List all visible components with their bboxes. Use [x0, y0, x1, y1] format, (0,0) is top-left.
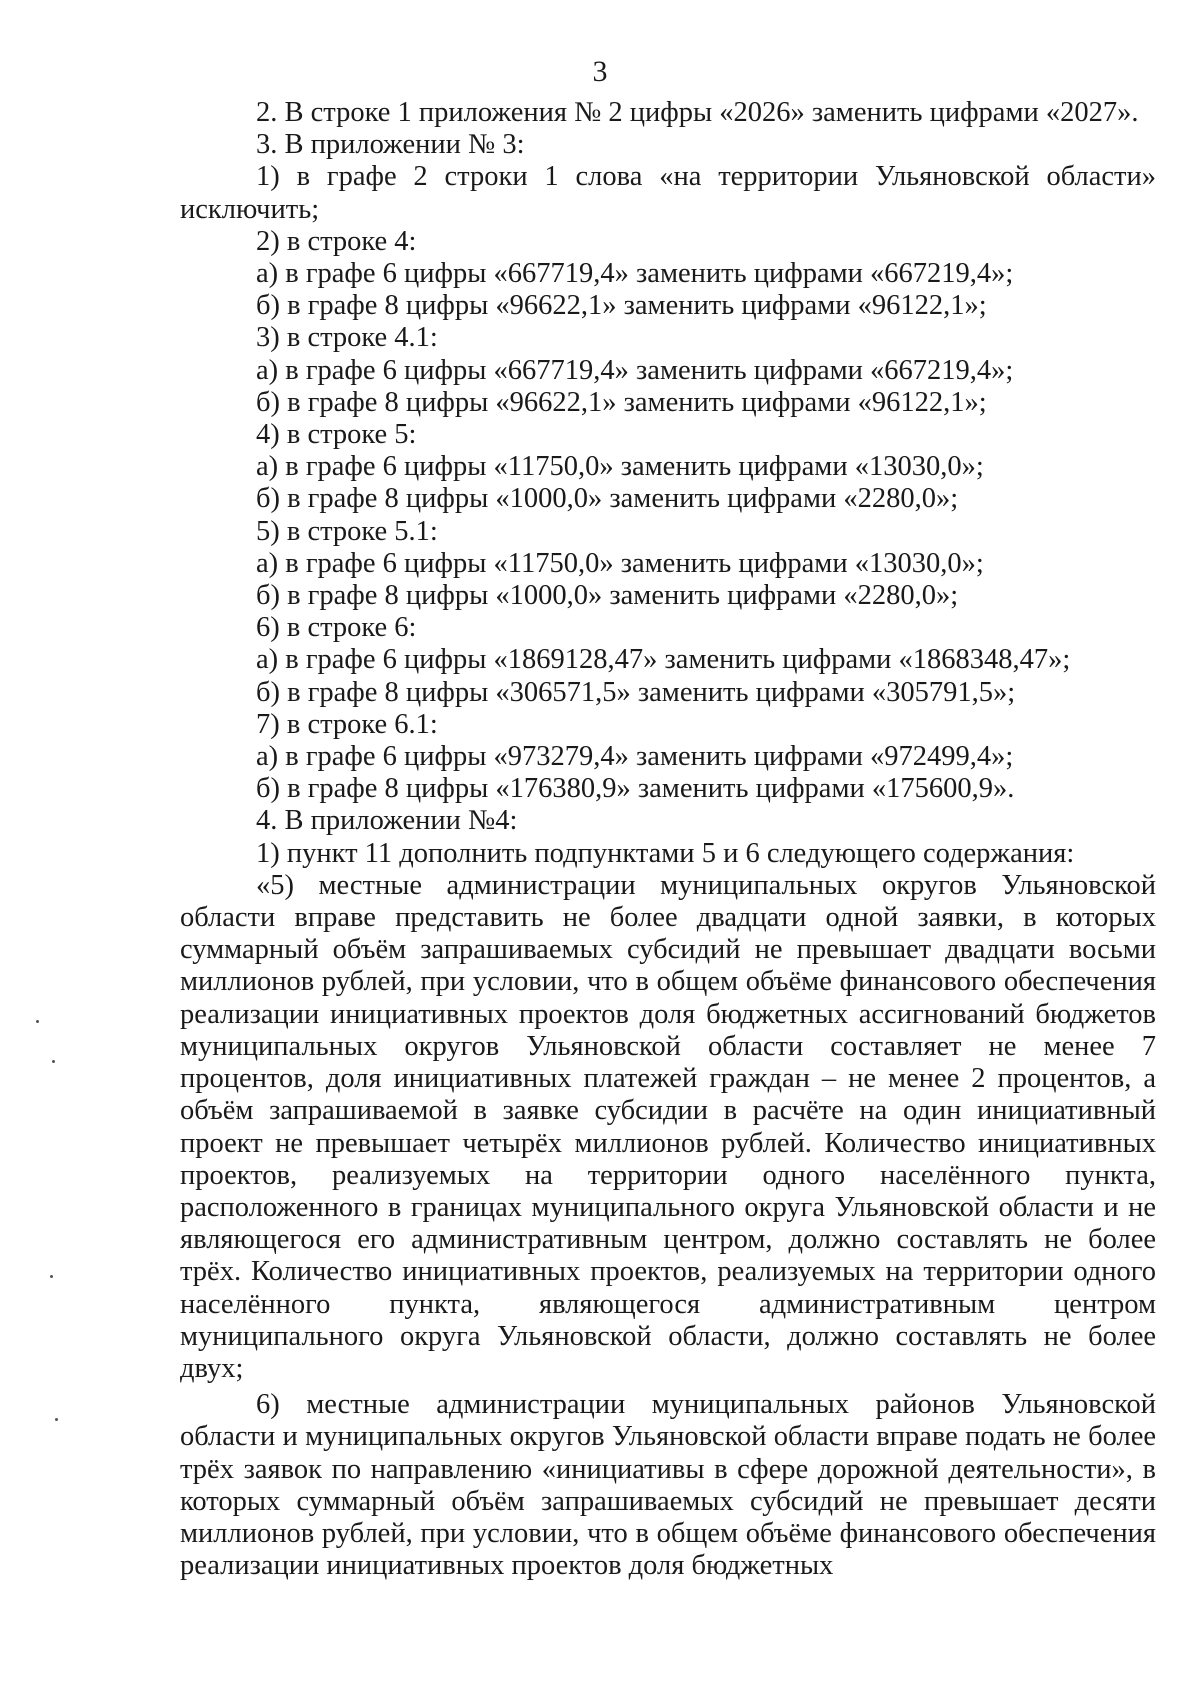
subitem-3-5: 5) в строке 5.1:	[256, 515, 438, 547]
subitem-3-1: 1) в графе 2 строки 1 слова «на территории Ульяновской области» исключить;	[180, 161, 1156, 225]
paragraph-item-3: 3. В приложении № 3:	[256, 129, 525, 161]
subitem-3-5-b: б) в графе 8 цифры «1000,0» заменить цифрами «2280,0»;	[256, 580, 959, 612]
page-number: 3	[592, 55, 608, 88]
scan-speck	[36, 1020, 39, 1023]
subitem-3-4-a: а) в графе 6 цифры «11750,0» заменить цифрами «13030,0»;	[256, 451, 984, 483]
subitem-3-5-a: а) в графе 6 цифры «11750,0» заменить цифрами «13030,0»;	[256, 547, 984, 579]
subpoint-6-text: 6) местные администрации муниципальных районов Ульяновской области и муниципальных округов Ульяновской области вправе подать не более трёх заявок по направлению «инициативы в сфере дорожной деятельности», в которых суммарный объём запрашиваемых субсидий не превышает десяти миллионов рублей, при условии, что в общем объёме финансового обеспечения реализации инициативных проектов доля бюджетных	[180, 1389, 1156, 1582]
subitem-4-1: 1) пункт 11 дополнить подпунктами 5 и 6 следующего содержания:	[256, 837, 1075, 869]
subitem-3-4: 4) в строке 5:	[256, 419, 417, 451]
subitem-3-3-b: б) в графе 8 цифры «96622,1» заменить цифрами «96122,1»;	[256, 386, 987, 418]
subitem-3-2: 2) в строке 4:	[256, 225, 417, 257]
subitem-3-4-b: б) в графе 8 цифры «1000,0» заменить цифрами «2280,0»;	[256, 483, 959, 515]
paragraph-item-4: 4. В приложении №4:	[256, 805, 518, 837]
scan-speck	[50, 1275, 53, 1278]
subitem-3-7: 7) в строке 6.1:	[256, 708, 438, 740]
subitem-3-6: 6) в строке 6:	[256, 612, 417, 644]
subitem-3-6-b: б) в графе 8 цифры «306571,5» заменить цифрами «305791,5»;	[256, 676, 1016, 708]
subpoint-5-text: «5) местные администрации муниципальных округов Ульяновской области вправе представить не более двадцати одной заявки, в которых суммарный объём запрашиваемых субсидий не превышает двадцати восьми миллионов рублей, при условии, что в общем объёме финансового обеспечения реализации инициативных проектов доля бюджетных ассигнований бюджетов муниципальных округов Ульяновской области составляет не менее 7 процентов, доля инициативных платежей граждан – не менее 2 процентов, а объём запрашиваемой в заявке субсидии в расчёте на один инициативный проект не превышает четырёх миллионов рублей. Количество инициативных проектов, реализуемых на территории одного населённого пункта, расположенного в границах муниципального округа Ульяновской области и не являющегося его административным центром, должно составлять не более трёх. Количество инициативных проектов, реализуемых на территории одного населённого пункта, являющегося административным центром муниципального округа Ульяновской области, должно составлять не более двух;	[180, 869, 1156, 1384]
subitem-3-7-b: б) в графе 8 цифры «176380,9» заменить цифрами «175600,9».	[256, 773, 1015, 805]
subitem-3-7-a: а) в графе 6 цифры «973279,4» заменить цифрами «972499,4»;	[256, 741, 1014, 773]
document-body	[180, 97, 1156, 1582]
subitem-3-2-b: б) в графе 8 цифры «96622,1» заменить цифрами «96122,1»;	[256, 290, 987, 322]
scan-speck	[52, 1060, 55, 1063]
paragraph-item-2: 2. В строке 1 приложения № 2 цифры «2026» заменить цифрами «2027».	[256, 97, 1139, 128]
subitem-3-3: 3) в строке 4.1:	[256, 322, 438, 354]
subitem-3-2-a: а) в графе 6 цифры «667719,4» заменить цифрами «667219,4»;	[256, 258, 1014, 290]
scan-speck	[55, 1418, 58, 1421]
subitem-3-6-a: а) в графе 6 цифры «1869128,47» заменить цифрами «1868348,47»;	[256, 644, 1071, 676]
subitem-3-3-a: а) в графе 6 цифры «667719,4» заменить цифрами «667219,4»;	[256, 354, 1014, 386]
